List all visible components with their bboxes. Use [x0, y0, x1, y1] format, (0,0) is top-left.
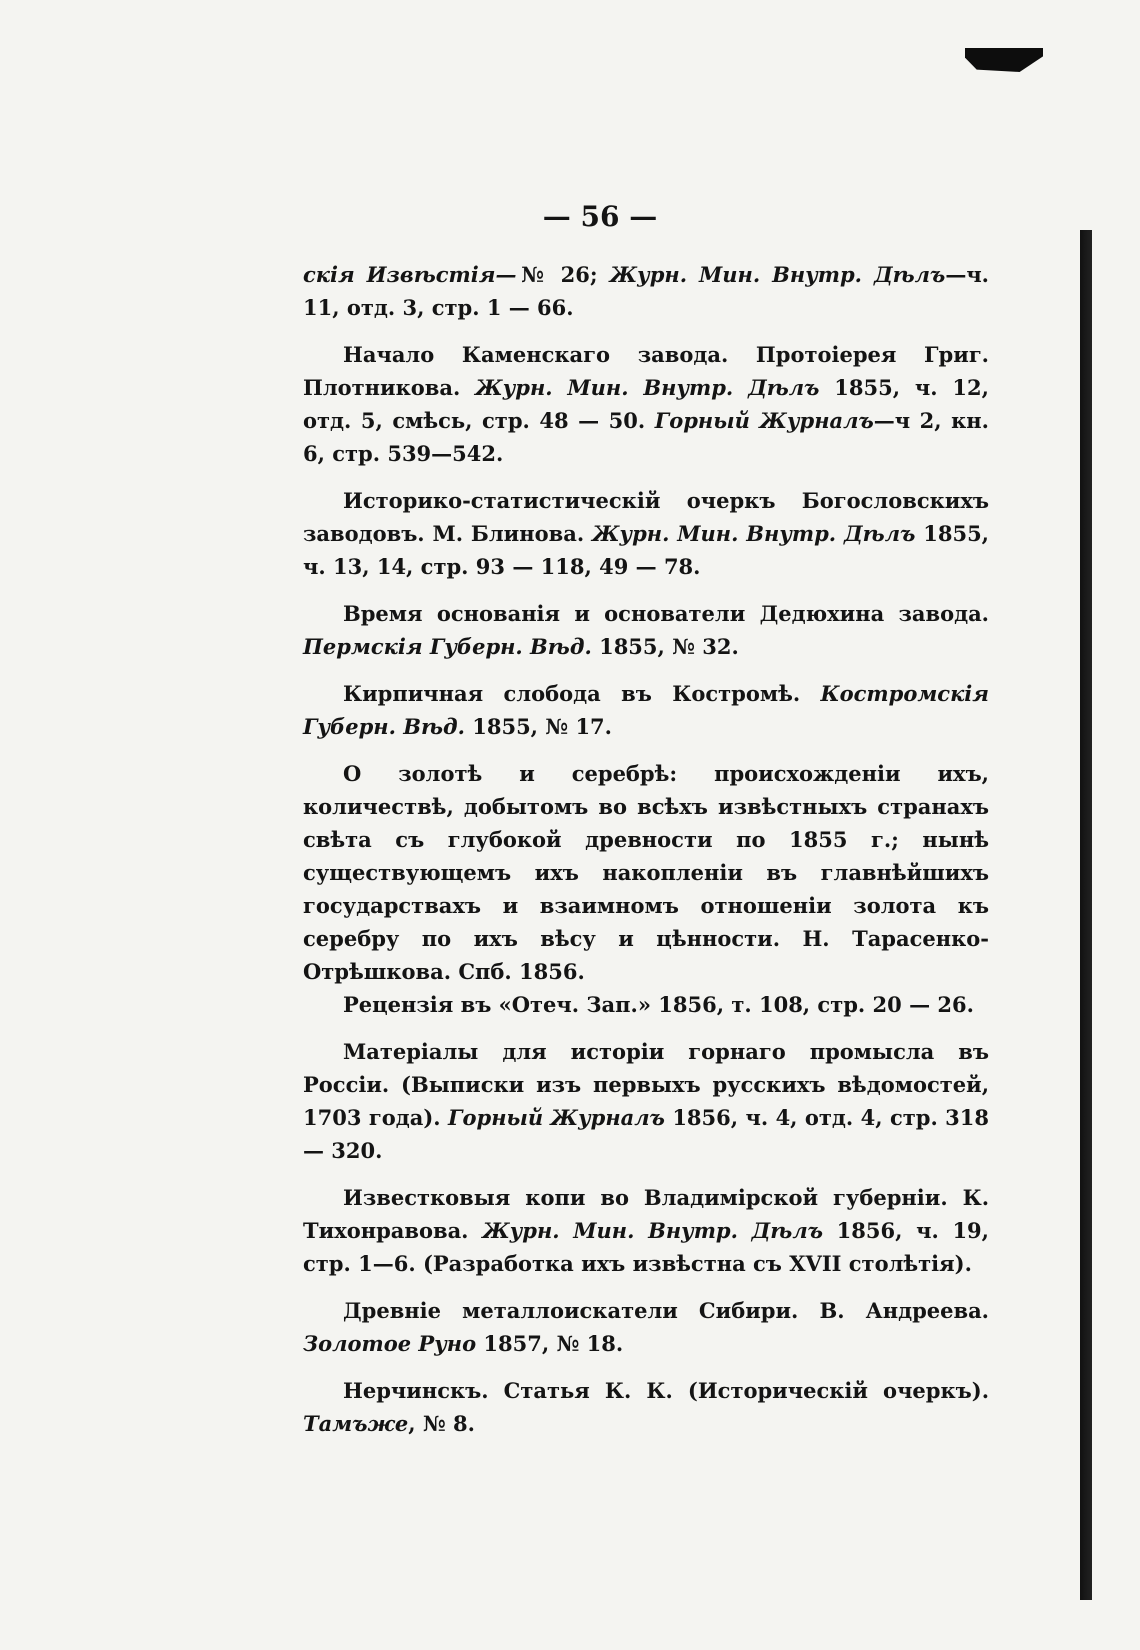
bibliography-list	[303, 258, 989, 1454]
bibliography-entry	[303, 258, 989, 324]
bibliography-entry	[303, 597, 989, 663]
source-title: Горный Журналъ	[654, 408, 874, 433]
source-title: Горный Журналъ	[448, 1105, 665, 1130]
entry-text: Кирпичная слобода въ Костромѣ.	[343, 681, 821, 706]
scan-edge-bar	[1080, 230, 1092, 1600]
entry-text: 1855, № 32.	[591, 634, 739, 659]
entry-text: —ч. 11, отд. 3, стр. 1 — 66.	[303, 262, 989, 320]
source-title: Журн. Мин. Внутр. Дѣлъ	[592, 521, 916, 546]
entry-text: 1856, ч. 19, стр. 1—6. (Разработка ихъ извѣстна съ XVII столѣтія).	[303, 1218, 989, 1276]
page-number: — 56 —	[542, 200, 658, 233]
entry-text: О золотѣ и серебрѣ: происхожденіи ихъ, количествѣ, добытомъ во всѣхъ извѣстныхъ странахъ свѣта съ глубокой древности по 1855 г.; нынѣ существующемъ ихъ накопленіи въ главнѣйшихъ государствахъ и взаимномъ отношеніи золота къ серебру по ихъ вѣсу и цѣнности. Н. Тарасенко-Отрѣшкова. Спб. 1856.	[303, 761, 989, 984]
entry-text: 1857, № 18.	[476, 1331, 624, 1356]
entry-text: Древніе металлоискатели Сибири. В. Андреева.	[343, 1298, 989, 1323]
source-title: скія Извѣстія—	[303, 262, 517, 287]
entry-text: , № 8.	[408, 1411, 475, 1436]
source-title: Золотое Руно	[303, 1331, 477, 1356]
bibliography-entry	[303, 757, 989, 988]
source-title: Тамъже	[303, 1411, 409, 1436]
bibliography-entry	[303, 677, 989, 743]
entry-text: Нерчинскъ. Статья К. К. (Историческій очеркъ).	[343, 1378, 989, 1403]
bibliography-entry	[303, 1374, 989, 1440]
entry-text: 1855, ч. 13, 14, стр. 93 — 118, 49 — 78.	[303, 521, 989, 579]
bibliography-entry	[303, 988, 989, 1021]
entry-text: 1855, № 17.	[464, 714, 612, 739]
entry-text: Матеріалы для исторіи горнаго промысла въ Россіи. (Выписки изъ первыхъ русскихъ вѣдомостей, 1703 года).	[303, 1039, 989, 1130]
entry-text: № 26;	[516, 262, 610, 287]
source-title: Костромскія Губерн. Вѣд.	[303, 681, 989, 739]
source-title: Журн. Мин. Внутр. Дѣлъ	[475, 375, 820, 400]
bibliography-entry	[303, 338, 989, 470]
entry-text: Время основанія и основатели Дедюхина завода.	[343, 601, 989, 626]
entry-text: Рецензія въ «Отеч. Зап.» 1856, т. 108, стр. 20 — 26.	[343, 992, 974, 1017]
bibliography-entry	[303, 1035, 989, 1167]
source-title: Пермскія Губерн. Вѣд.	[303, 634, 592, 659]
entry-text: 1855, ч. 12, отд. 5, смѣсь, стр. 48 — 50.	[303, 375, 989, 433]
entry-text: Историко-статистическій очеркъ Богословскихъ заводовъ. М. Блинова.	[303, 488, 989, 546]
bibliography-entry	[303, 1294, 989, 1360]
entry-text: 1856, ч. 4, отд. 4, стр. 318 — 320.	[303, 1105, 990, 1163]
entry-text: Известковыя копи во Владимірской губерніи. К. Тихонравова.	[303, 1185, 989, 1243]
source-title: Журн. Мин. Внутр. Дѣлъ	[609, 262, 946, 287]
entry-text: —ч 2, кн. 6, стр. 539—542.	[303, 408, 989, 466]
bibliography-entry	[303, 1181, 989, 1280]
scan-artifact-top	[965, 48, 1043, 72]
bibliography-entry	[303, 484, 989, 583]
source-title: Журн. Мин. Внутр. Дѣлъ	[482, 1218, 823, 1243]
entry-text: Начало Каменскаго завода. Протоіерея Григ. Плотникова.	[303, 342, 989, 400]
